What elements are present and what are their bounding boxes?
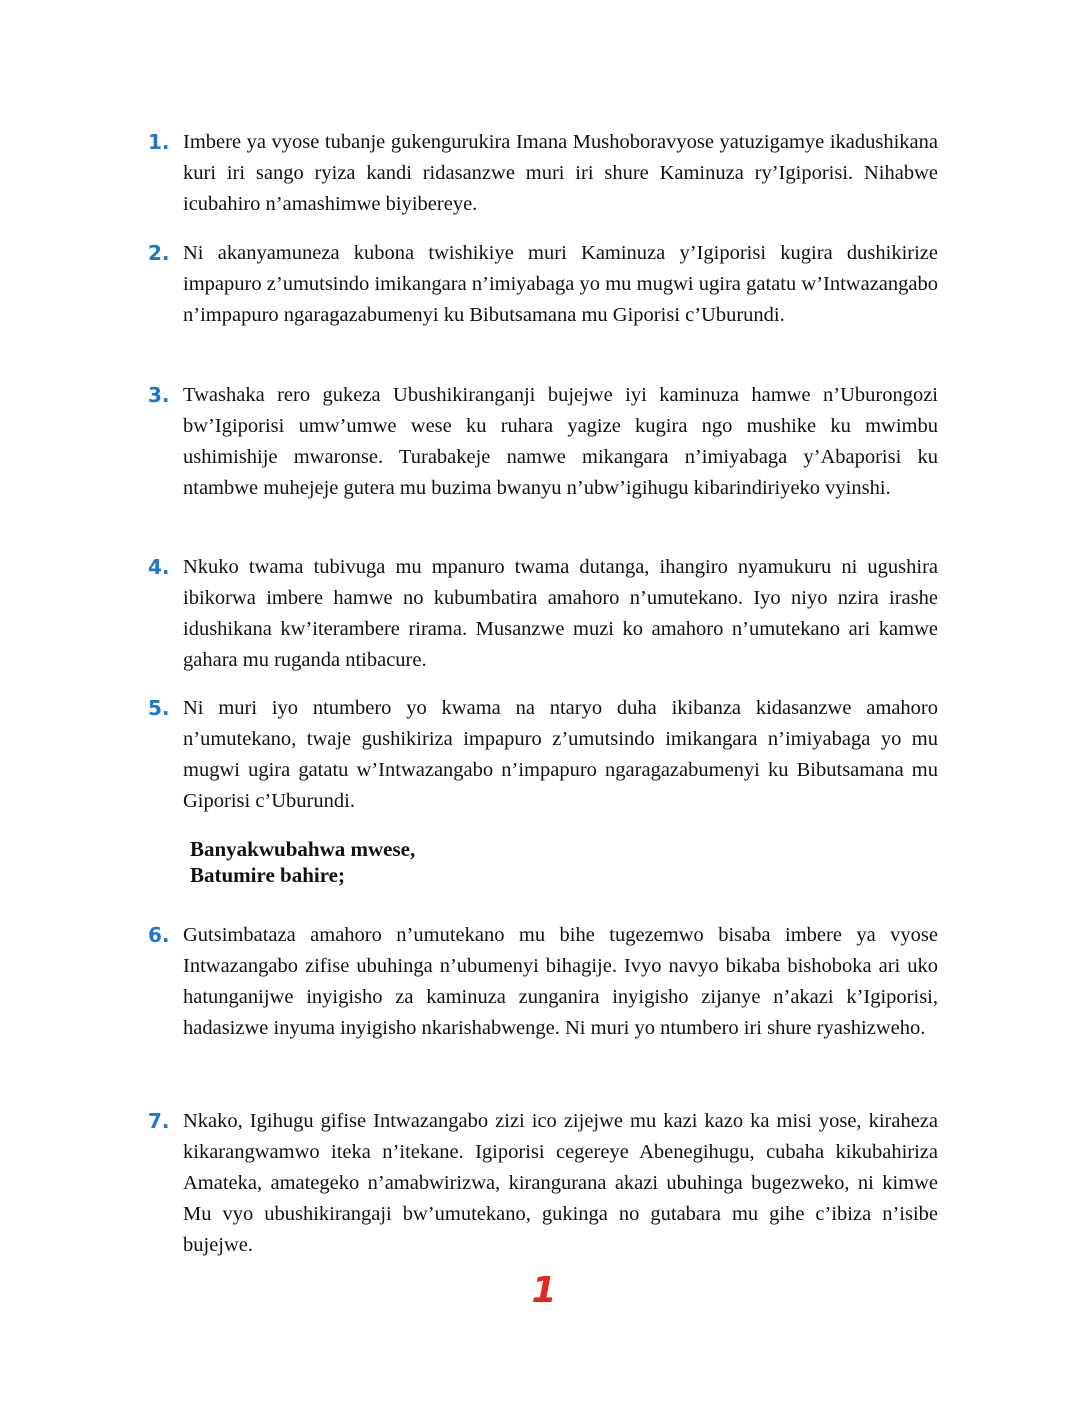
salutation-line-1: Banyakwubahwa mwese, [190,837,416,861]
paragraph: Twashaka rero gukeza Ubushikiranganji bujejwe iyi kaminuza hamwe n’Uburongozi bw’Igiporisi umw’umwe wese ku ruhara yagize kugira ngo mushike ku mwimbu ushimishije mwaronse. Turabakeje namwe mikangara n’imiyabaga y’Abaporisi ku ntambwe muhejeje gutera mu buzima bwanyu n’ubw’igihugu kibarindiriyeko vyinshi. [183,384,938,499]
item-number: 6. [148,923,170,947]
paragraph: Ni akanyamuneza kubona twishikiye muri Kaminuza y’Igiporisi kugira dushikirize impapuro z’umutsindo imikangara n’imiyabaga yo mu mugwi ugira gatatu w’Intwazangabo n’impapuro ngaragazabumenyi ku Bibutsamana mu Giporisi c’Uburundi. [183,242,938,326]
item-number: 2. [148,241,170,265]
item-number: 7. [148,1109,170,1133]
paragraph: Imbere ya vyose tubanje gukengurukira Imana Mushoboravyose yatuzigamye ikadushikana kuri iri sango ryiza kandi ridasanzwe muri iri shure Kaminuza ry’Igiporisi. Nihabwe icubahiro n’amashimwe biyibereye. [183,131,938,215]
paragraph: Ni muri iyo ntumbero yo kwama na ntaryo duha ikibanza kidasanzwe amahoro n’umutekano, twaje gushikiriza impapuro z’umutsindo imikangara n’imiyabaga yo mu mugwi ugira gatatu w’Intwazangabo n’impapuro ngaragazabumenyi ku Bibutsamana mu Giporisi c’Uburundi. [183,697,938,812]
item-number: 1. [148,130,170,154]
paragraph: Gutsimbataza amahoro n’umutekano mu bihe tugezemwo bisaba imbere ya vyose Intwazangabo zifise ubuhinga n’ubumenyi bihagije. Ivyo navyo bikaba bishoboka ari uko hatunganijwe inyigisho za kaminuza zunganira inyigisho zijanye n’akazi k’Igiporisi, hadasizwe inyuma inyigisho nkarishabwenge. Ni muri yo ntumbero iri shure ryashizweho. [183,924,938,1039]
item-number: 4. [148,555,170,579]
item-number: 3. [148,383,170,407]
item-number: 5. [148,696,170,720]
salutation [190,836,415,888]
paragraph: Nkuko twama tubivuga mu mpanuro twama dutanga, ihangiro nyamukuru ni ugushira ibikorwa imbere hamwe no kubumbatira amahoro n’umutekano. Iyo niyo nzira irashe idushikana kw’iterambere rirama. Musanzwe muzi ko amahoro n’umutekano ari kamwe gahara mu ruganda ntibacure. [183,556,938,671]
page-number: 1 [531,1270,557,1311]
paragraph: Nkako, Igihugu gifise Intwazangabo zizi ico zijejwe mu kazi kazo ka misi yose, kiraheza kikarangwamwo iteka n’itekane. Igiporisi cegereye Abenegihugu, cubaha kikubahiriza Amateka, amategeko n’amabwirizwa, kirangurana akazi ubuhinga bugezweko, ni kimwe Mu vyo ubushikirangaji bw’umutekano, gukinga no gutabara mu gihe c’ibiza n’isibe bujejwe. [183,1110,938,1256]
salutation-line-2: Batumire bahire; [190,863,345,887]
